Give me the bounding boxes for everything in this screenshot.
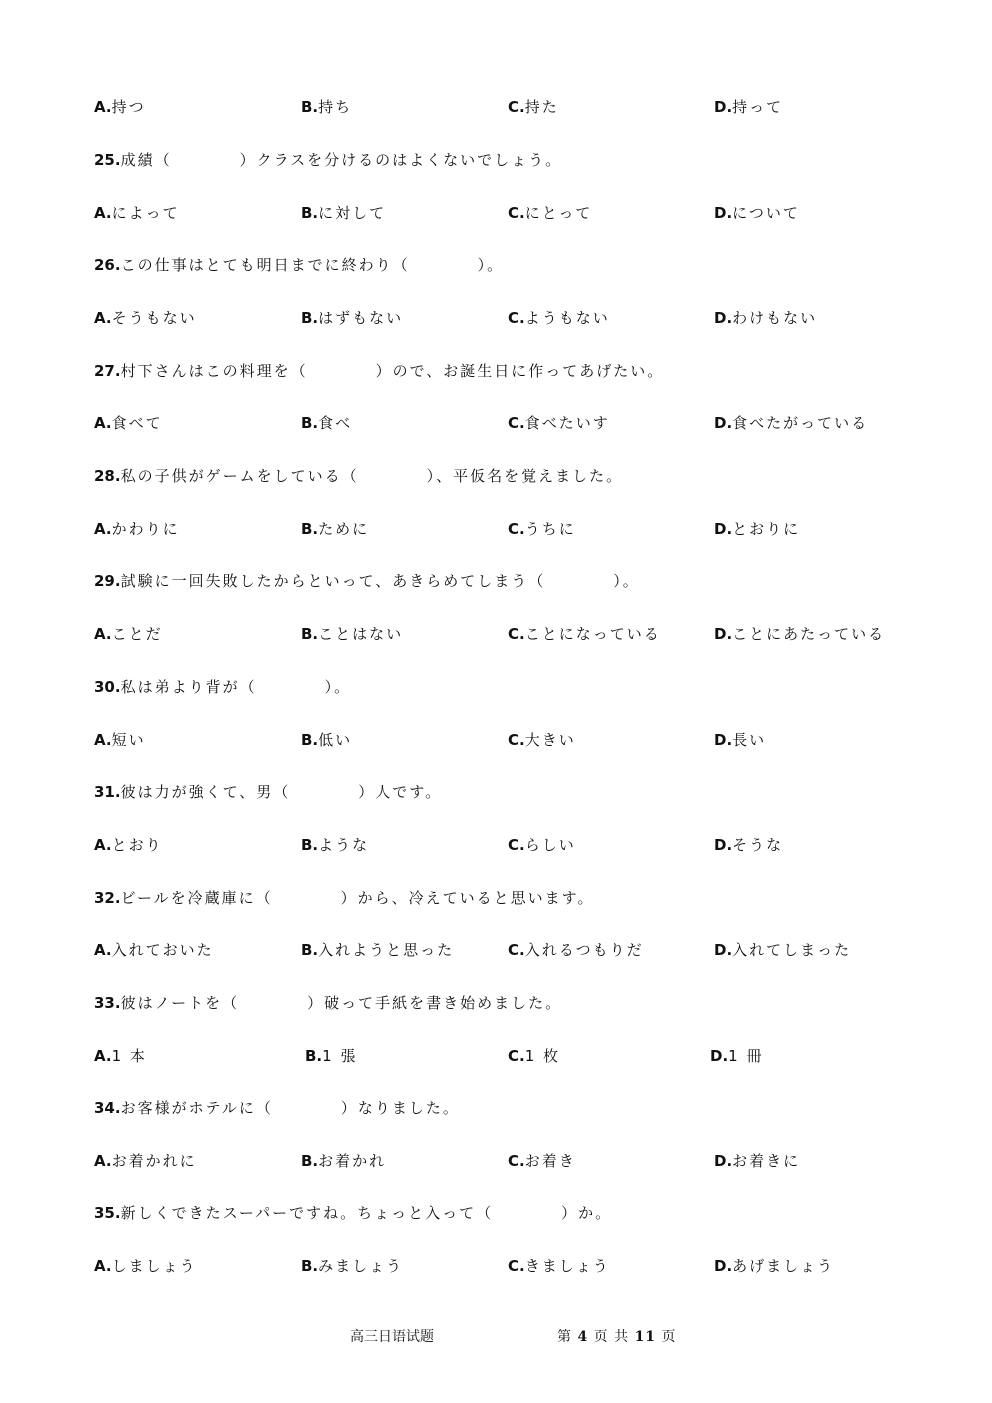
option-d: D.わけもない: [714, 309, 818, 327]
option-c: C.1 枚: [508, 1047, 561, 1065]
option-b: B.ために: [301, 520, 370, 538]
options-row-35: [94, 1254, 954, 1278]
option-b: B.に対して: [301, 204, 387, 222]
question-25: 25.成績（ ）クラスを分けるのはよくないでしょう。: [94, 151, 563, 169]
option-c: C.きましょう: [508, 1257, 610, 1275]
option-b: B.みましょう: [301, 1257, 404, 1275]
option-b: B.食べ: [301, 414, 353, 432]
question-29: 29.試験に一回失敗したからといって、あきらめてしまう（ ）。: [94, 572, 640, 590]
option-c: C.入れるつもりだ: [508, 941, 644, 959]
options-row-24: [94, 95, 954, 119]
options-row-29: [94, 622, 954, 646]
page-number: 第 4 页 共 11 页: [557, 1329, 677, 1345]
option-a: A.1 本: [94, 1047, 147, 1065]
option-d: D.について: [714, 204, 800, 222]
option-a: A.とおり: [94, 836, 163, 854]
option-c: C.ようもない: [508, 309, 610, 327]
option-a: A.しましょう: [94, 1257, 197, 1275]
options-row-32: [94, 938, 954, 962]
option-b: B.お着かれ: [301, 1152, 387, 1170]
option-d: D.ことにあたっている: [714, 625, 886, 643]
options-row-25: [94, 201, 954, 225]
option-d: D.そうな: [714, 836, 784, 854]
option-c: C.ことになっている: [508, 625, 661, 643]
option-c: C.持た: [508, 98, 559, 116]
options-row-33: [94, 1044, 954, 1068]
question-33: 33.彼はノートを（ ）破って手紙を書き始めました。: [94, 994, 563, 1012]
question-text: 村下さんはこの料理を（ ）ので、お誕生日に作ってあげたい。: [120, 362, 665, 380]
option-d: D.お着きに: [714, 1152, 801, 1170]
question-text: ビールを冷蔵庫に（ ）から、冷えていると思います。: [120, 889, 595, 907]
option-b: B.持ち: [301, 98, 353, 116]
question-31: 31.彼は力が強くて、男（ ）人です。: [94, 783, 443, 801]
option-d: D.食べたがっている: [714, 414, 869, 432]
option-b: B.はずもない: [301, 309, 404, 327]
question-text: 成績（ ）クラスを分けるのはよくないでしょう。: [120, 151, 563, 169]
option-d: D.1 冊: [710, 1047, 764, 1065]
option-c: C.食べたいす: [508, 414, 610, 432]
options-row-26: [94, 306, 954, 330]
option-d: D.入れてしまった: [714, 941, 852, 959]
question-34: 34.お客様がホテルに（ ）なりました。: [94, 1099, 460, 1117]
option-d: D.持って: [714, 98, 784, 116]
option-c: C.にとって: [508, 204, 593, 222]
options-row-31: [94, 833, 954, 857]
question-text: 私の子供がゲームをしている（ ）、平仮名を覚えました。: [120, 467, 624, 485]
question-text: 私は弟より背が（ ）。: [120, 678, 352, 696]
option-b: B.ことはない: [301, 625, 404, 643]
question-text: お客様がホテルに（ ）なりました。: [120, 1099, 460, 1117]
option-b: B.ような: [301, 836, 370, 854]
option-c: C.大きい: [508, 731, 576, 749]
question-text: 彼は力が強くて、男（ ）人です。: [120, 783, 443, 801]
options-row-28: [94, 517, 954, 541]
option-a: A.入れておいた: [94, 941, 214, 959]
option-c: C.お着き: [508, 1152, 576, 1170]
question-text: 彼はノートを（ ）破って手紙を書き始めました。: [120, 994, 563, 1012]
options-row-30: [94, 728, 954, 752]
question-30: 30.私は弟より背が（ ）。: [94, 678, 352, 696]
question-35: 35.新しくできたスーパーですね。ちょっと入って（ ）か。: [94, 1204, 613, 1222]
question-text: この仕事はとても明日までに終わり（ ）。: [120, 256, 505, 274]
options-row-27: [94, 411, 954, 435]
option-a: A.持つ: [94, 98, 146, 116]
option-a: A.そうもない: [94, 309, 197, 327]
option-d: D.とおりに: [714, 520, 801, 538]
footer-title: 高三日语试题: [350, 1329, 434, 1345]
option-c: C.らしい: [508, 836, 576, 854]
option-b: B.低い: [301, 731, 353, 749]
question-27: 27.村下さんはこの料理を（ ）ので、お誕生日に作ってあげたい。: [94, 362, 665, 380]
page-footer: [0, 1325, 992, 1349]
option-a: A.短い: [94, 731, 146, 749]
option-d: D.あげましょう: [714, 1257, 835, 1275]
option-b: B.1 張: [305, 1047, 358, 1065]
question-text: 試験に一回失敗したからといって、あきらめてしまう（ ）。: [120, 572, 640, 590]
question-28: 28.私の子供がゲームをしている（ ）、平仮名を覚えました。: [94, 467, 624, 485]
question-32: 32.ビールを冷蔵庫に（ ）から、冷えていると思います。: [94, 889, 595, 907]
option-a: A.お着かれに: [94, 1152, 197, 1170]
option-a: A.によって: [94, 204, 180, 222]
option-a: A.ことだ: [94, 625, 163, 643]
option-a: A.食べて: [94, 414, 163, 432]
option-b: B.入れようと思った: [301, 941, 455, 959]
question-26: 26.この仕事はとても明日までに終わり（ ）。: [94, 256, 505, 274]
question-text: 新しくできたスーパーですね。ちょっと入って（ ）か。: [120, 1204, 613, 1222]
options-row-34: [94, 1149, 954, 1173]
option-d: D.長い: [714, 731, 767, 749]
option-c: C.うちに: [508, 520, 576, 538]
option-a: A.かわりに: [94, 520, 180, 538]
